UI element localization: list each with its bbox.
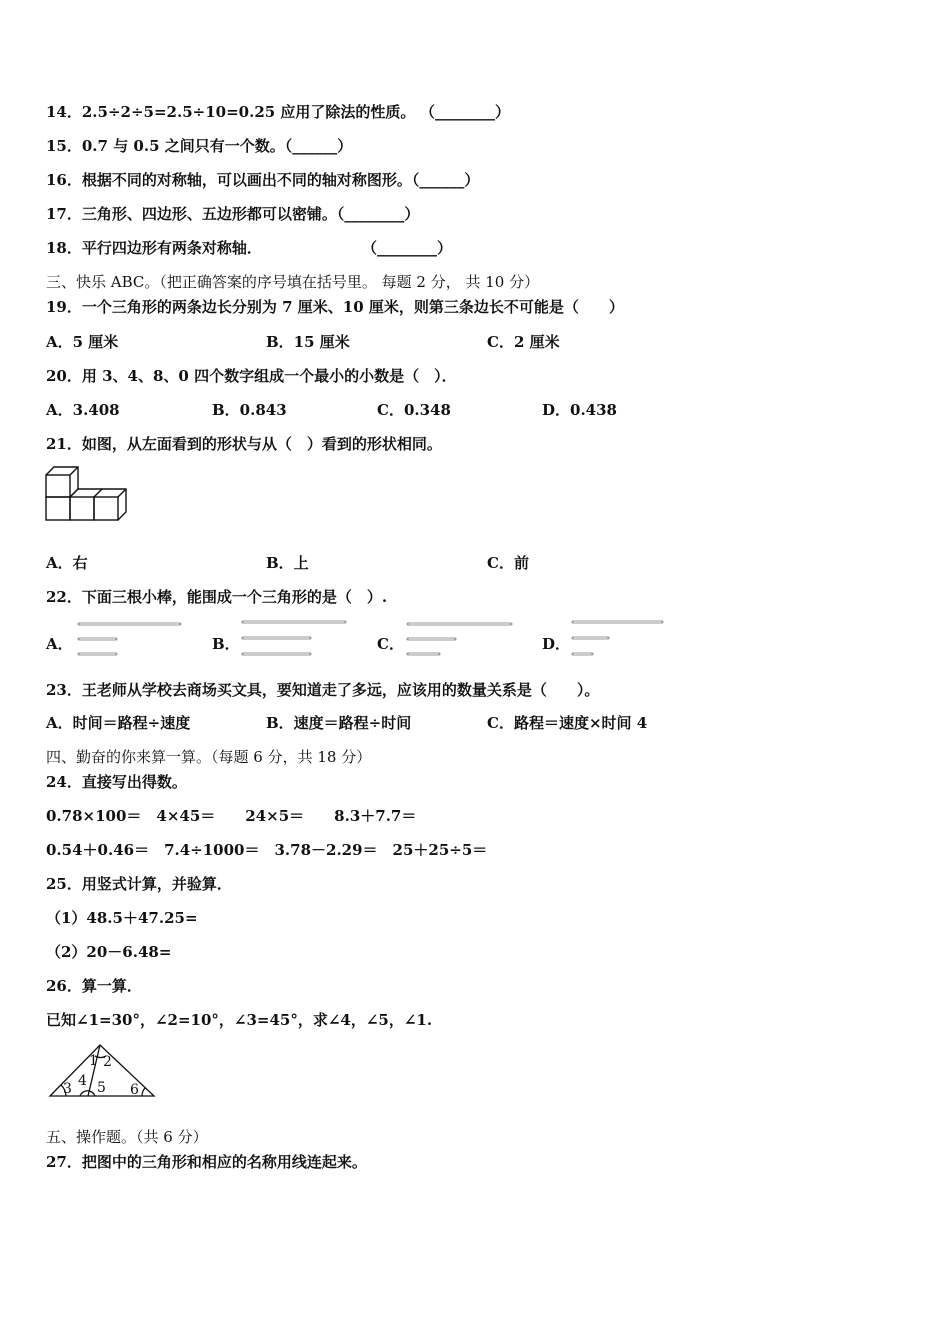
q22-option-c: C． bbox=[377, 635, 404, 653]
q20-option-c: C．0.348 bbox=[377, 401, 451, 419]
q22-option-a: A． bbox=[46, 635, 73, 653]
q21-option-c: C．前 bbox=[487, 554, 529, 572]
q23-option-c: C．路程＝速度×时间 4 bbox=[487, 714, 648, 732]
q26-given: 已知∠1=30°，∠2=10°，∠3=45°，求∠4，∠5，∠1. bbox=[46, 1011, 433, 1029]
q21-option-b: B．上 bbox=[266, 554, 309, 572]
angle-label-2: 2 bbox=[103, 1054, 112, 1070]
question-19: 19．一个三角形的两条边长分别为 7 厘米、10 厘米，则第三条边长不可能是（ ） bbox=[46, 298, 624, 316]
section-4-heading: 四、勤奋的你来算一算。（每题 6 分，共 18 分） bbox=[46, 748, 372, 766]
q21-option-a: A．右 bbox=[46, 554, 88, 572]
answer-blank-18: （________） bbox=[362, 239, 453, 257]
q20-option-d: D．0.438 bbox=[542, 401, 617, 419]
q19-option-c: C．2 厘米 bbox=[487, 333, 560, 351]
q19-option-a: A．5 厘米 bbox=[46, 333, 119, 351]
q20-option-b: B．0.843 bbox=[212, 401, 287, 419]
q24-row-1: 0.78×100＝ 4×45＝ 24×5＝ 8.3＋7.7＝ bbox=[46, 807, 417, 825]
question-15: 15．0.7 与 0.5 之间只有一个数。（______） bbox=[46, 137, 353, 155]
question-16: 16．根据不同的对称轴，可以画出不同的轴对称图形。（______） bbox=[46, 171, 480, 189]
angle-label-1: 1 bbox=[89, 1053, 98, 1069]
question-22: 22．下面三根小棒，能围成一个三角形的是（ ）. bbox=[46, 588, 388, 606]
question-18: 18．平行四边形有两条对称轴． bbox=[46, 239, 262, 257]
q22-option-b: B． bbox=[212, 635, 240, 653]
question-17: 17．三角形、四边形、五边形都可以密铺。（________） bbox=[46, 205, 420, 223]
angle-label-5: 5 bbox=[97, 1080, 106, 1096]
q25-part-2: （2）20－6.48= bbox=[46, 943, 172, 961]
answer-blank-14: （________） bbox=[420, 103, 511, 121]
q20-option-a: A．3.408 bbox=[46, 401, 120, 419]
angle-label-3: 3 bbox=[63, 1081, 72, 1097]
section-5-heading: 五、操作题。（共 6 分） bbox=[46, 1128, 208, 1146]
angle-triangle-figure bbox=[48, 1043, 158, 1099]
question-20: 20．用 3、4、8、0 四个数字组成一个最小的小数是（ ）． bbox=[46, 367, 457, 385]
angle-label-4: 4 bbox=[78, 1073, 87, 1089]
question-27: 27．把图中的三角形和相应的名称用线连起来。 bbox=[46, 1153, 367, 1171]
q23-option-a: A．时间＝路程÷速度 bbox=[46, 714, 191, 732]
question-24: 24．直接写出得数。 bbox=[46, 773, 187, 791]
sticks-d bbox=[570, 618, 666, 660]
q25-part-1: （1）48.5＋47.25= bbox=[46, 909, 198, 927]
section-3-heading: 三、快乐 ABC。（把正确答案的序号填在括号里。 每题 2 分， 共 10 分） bbox=[46, 273, 540, 291]
question-26: 26．算一算． bbox=[46, 977, 142, 995]
question-23: 23．王老师从学校去商场买文具，要知道走了多远，应该用的数量关系是（ ）。 bbox=[46, 681, 600, 699]
question-14: 14．2.5÷2÷5=2.5÷10=0.25 应用了除法的性质。 bbox=[46, 103, 416, 121]
sticks-b bbox=[240, 618, 350, 660]
question-25: 25．用竖式计算，并验算． bbox=[46, 875, 232, 893]
q19-option-b: B．15 厘米 bbox=[266, 333, 350, 351]
question-21: 21．如图，从左面看到的形状与从（ ）看到的形状相同。 bbox=[46, 435, 442, 453]
q24-row-2: 0.54＋0.46＝ 7.4÷1000＝ 3.78－2.29＝ 25＋25÷5＝ bbox=[46, 841, 488, 859]
sticks-a bbox=[76, 620, 184, 660]
angle-label-6: 6 bbox=[130, 1082, 139, 1098]
cube-figure bbox=[44, 463, 136, 523]
q22-option-d: D． bbox=[542, 635, 571, 653]
sticks-c bbox=[405, 620, 515, 660]
q23-option-b: B．速度＝路程÷时间 bbox=[266, 714, 412, 732]
